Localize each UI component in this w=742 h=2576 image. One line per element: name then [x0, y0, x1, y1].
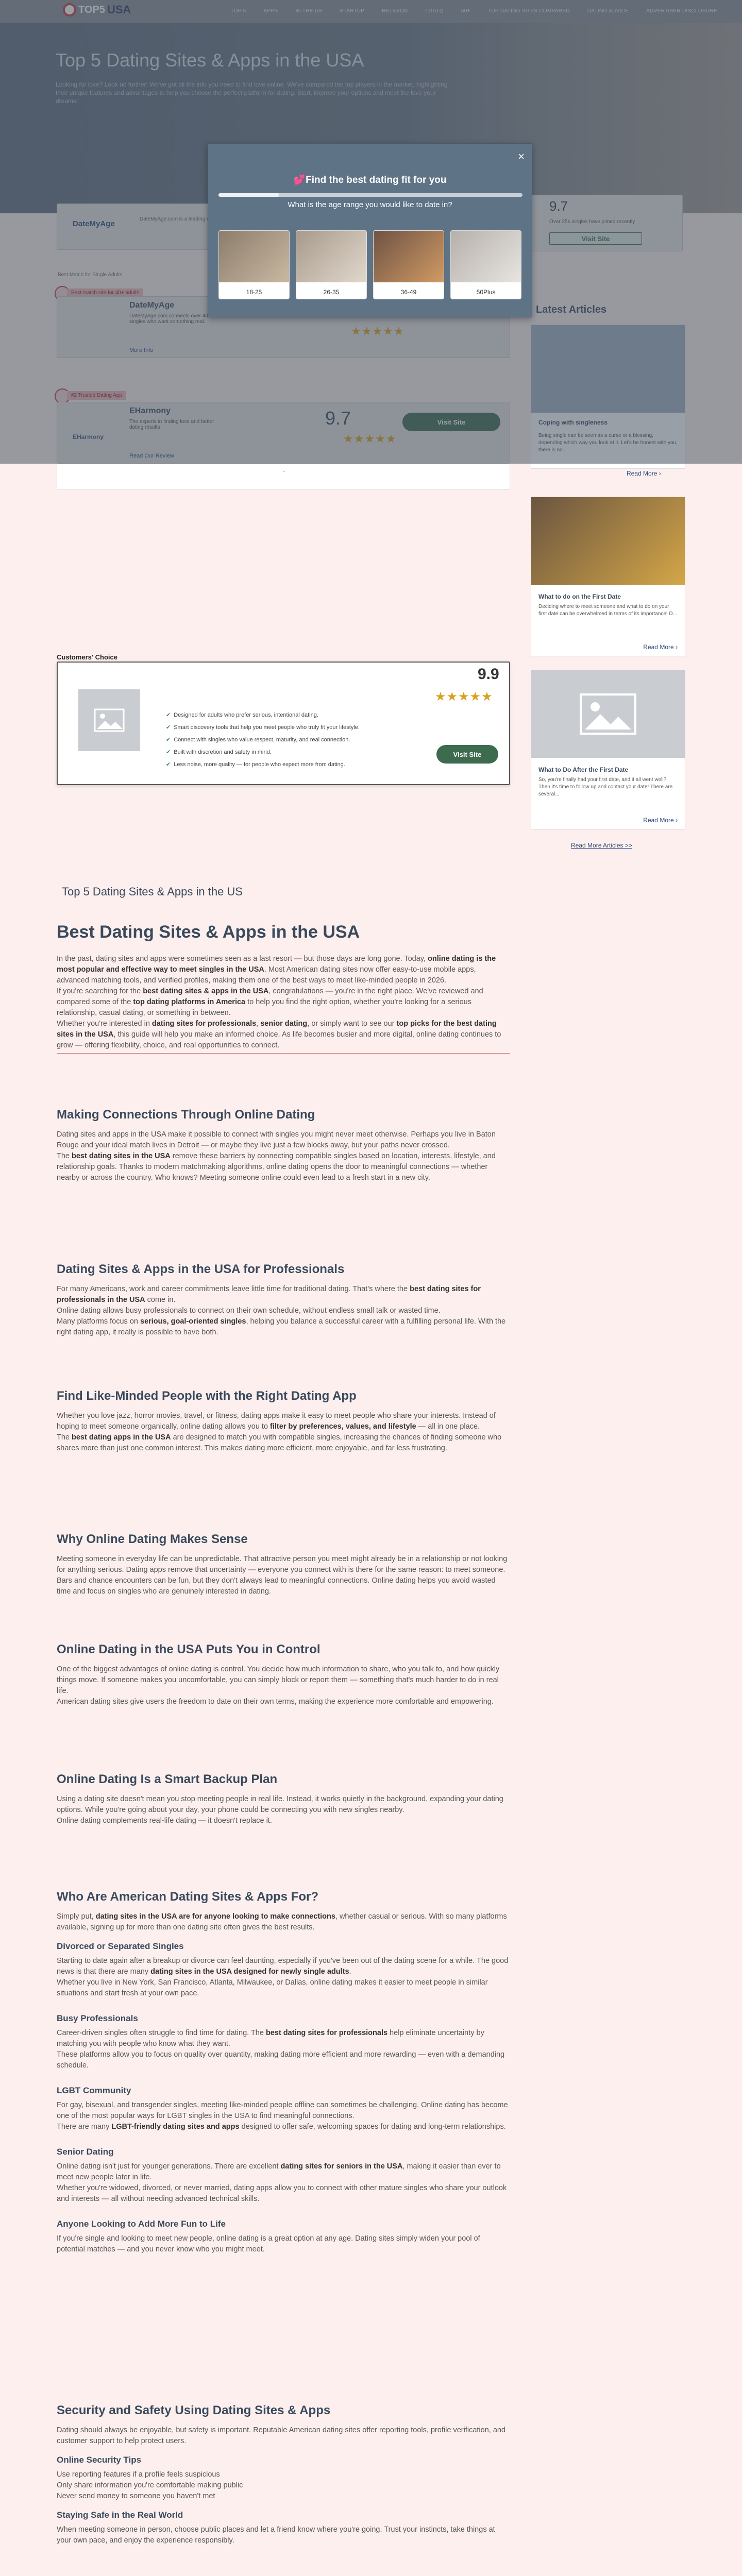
read-more-link[interactable]: Read More › [643, 817, 678, 824]
read-more-link[interactable]: Read More › [627, 470, 661, 477]
age-options [218, 230, 521, 299]
check-icon: ✔ [166, 749, 171, 755]
customers-choice-heading: Customers' Choice [57, 653, 117, 661]
article-card[interactable] [531, 497, 685, 656]
article-section [57, 1532, 510, 1597]
article-image [531, 497, 685, 585]
intro-paragraph: If you're searching for the best dating sites & apps in the USA, congratulations — you're in the right place. We've reviewed and compared some of the top dating platforms in America to help you find the right option, whether you're looking for a serious relationship, casual dating, or something in between. [57, 987, 483, 1017]
quiz-progress-bar [218, 193, 522, 197]
intro-paragraph: In the past, dating sites and apps were sometimes seen as a last resort — but those days are long gone. Today, online dating is the most popular and effective way to meet singles in the USA. Most American dating sites now offer easy-to-use mobile apps, advanced matching tools, and verified profiles, making them one of the best ways to meet like-minded people in 2026. [57, 955, 496, 985]
article-title: What to Do After the First Date [538, 766, 629, 773]
article-title: Best Dating Sites & Apps in the USA [57, 922, 360, 942]
section-paragraph: When meeting someone in person, choose public places and let a friend know where you're going. Trust your instincts, take things at your own pace, and enjoy the experience responsibly. [57, 2526, 495, 2545]
divider [57, 1053, 510, 1054]
article-excerpt: Deciding where to meet someone and what to do on your first date can be overwhelmed in terms of its importance! D... [538, 604, 677, 617]
subsection-heading: Anyone Looking to Add More Fun to Life [57, 2219, 226, 2229]
article-section [57, 2403, 510, 2546]
section-paragraph: Online dating allows busy professionals to connect on their own schedule, without endless small talk or wasted time. [57, 1307, 441, 1315]
age-option-label: 26-35 [323, 289, 340, 296]
feature-item: ✔ Connect with singles who value respect, maturity, and real connection. [166, 737, 350, 743]
check-icon: ✔ [166, 712, 171, 718]
section-paragraph: Online dating isn't just for younger generations. There are excellent dating sites for seniors in the USA, making it easier than ever to meet new people later in life. [57, 2162, 501, 2181]
section-paragraph: Only share information you're comfortable making public [57, 2481, 243, 2489]
section-heading: Why Online Dating Makes Sense [57, 1532, 248, 1546]
image-placeholder-icon [78, 689, 140, 751]
modal-title: 💕Find the best dating fit for you [293, 175, 447, 185]
subsection-heading: Busy Professionals [57, 2013, 138, 2023]
couple-photo [451, 231, 521, 282]
feature-item: ✔ Less noise, more quality — for people who expect more from dating. [166, 761, 345, 768]
section-paragraph: For gay, bisexual, and transgender singles, meeting like-minded people offline can sometimes be challenging. Online dating has become one of the most popular ways for LGBT singles in the USA to find meaningful connections. [57, 2101, 508, 2120]
check-icon: ✔ [166, 737, 171, 743]
age-option-label: 50Plus [476, 289, 496, 296]
section-paragraph: Using a dating site doesn't mean you stop meeting people in real life. Instead, it works quietly in the background, expanding your dating options. While you're going about your day, your phone could be connecting you with new singles nearby. [57, 1795, 503, 1814]
section-paragraph: Whether you're widowed, divorced, or never married, dating apps allow you to connect with other mature singles who share your outlook and interests — all without needing advanced technical skills. [57, 2184, 507, 2203]
section-paragraph: One of the biggest advantages of online dating is control. You decide how much information to share, who you talk to, and how quickly things move. If someone makes you uncomfortable, you can simply block or report them — something that's much harder to do in real life. [57, 1665, 500, 1695]
age-option-36-49[interactable] [373, 230, 444, 299]
article-card[interactable] [531, 670, 685, 829]
subsection-heading: Senior Dating [57, 2147, 114, 2157]
list-footer [57, 464, 510, 489]
check-icon: ✔ [166, 724, 171, 731]
choice-score: 9.9 [478, 666, 499, 683]
section-paragraph: Whether you love jazz, horror movies, travel, or fitness, dating apps make it easy to meet people who share your interests. Instead of hoping to meet someone organically, online dating allows you to filter by preferences, values, and lifestyle — all in one place. [57, 1412, 496, 1431]
read-more-link[interactable]: Read More › [643, 643, 678, 651]
section-paragraph: For many Americans, work and career commitments leave little time for traditional dating. That's where the best dating sites for professionals in the USA come in. [57, 1285, 481, 1304]
age-option-label: 36-49 [400, 289, 417, 296]
section-heading: Online Dating in the USA Puts You in Control [57, 1642, 321, 1656]
section-paragraph: Dating should always be enjoyable, but safety is important. Reputable American dating sites offer reporting tools, profile verification, and customer support to help protect users. [57, 2426, 506, 2445]
section-paragraph: If you're single and looking to meet new people, online dating is a great option at any age. Dating sites simply widen your pool of potential matches — and you never know who you might meet. [57, 2234, 480, 2253]
age-option-label: 18-25 [246, 289, 262, 296]
section-heading: Find Like-Minded People with the Right Dating App [57, 1389, 357, 1403]
customers-choice-card [57, 662, 510, 785]
article-section [57, 1890, 510, 2255]
read-more-articles-link[interactable]: Read More Articles >> [571, 842, 632, 849]
article-section [57, 1389, 510, 1454]
section-heading: Dating Sites & Apps in the USA for Professionals [57, 1262, 345, 1276]
age-option-18-25[interactable] [218, 230, 290, 299]
feature-item: ✔ Smart discovery tools that help you meet people who truly fit your lifestyle. [166, 724, 360, 731]
progress-fill [218, 193, 279, 197]
couple-photo [374, 231, 444, 282]
subsection-heading: LGBT Community [57, 2086, 131, 2095]
feature-item: ✔ Built with discretion and safety in mind. [166, 749, 272, 755]
section-paragraph: Meeting someone in everyday life can be unpredictable. That attractive person you meet might already be in a relationship or not looking for anything serious. Dating apps remove that uncertainty — everyone you connect with is there for the same reason: to meet someone. [57, 1555, 508, 1574]
article-excerpt: So, you're finally had your first date, and it all went well? Then it's time to follow up and contact your date! There are several... [538, 777, 673, 797]
section-paragraph: Dating sites and apps in the USA make it possible to connect with singles you might never meet otherwise. Perhaps you live in Baton Rouge and your ideal match lives in Detroit — or maybe they live just a few blocks away, but your paths never crossed. [57, 1130, 496, 1149]
section-paragraph: There are many LGBT-friendly dating sites and apps designed to offer safe, welcoming spaces for dating and long-term relationships. [57, 2123, 506, 2131]
feature-item: ✔ Designed for adults who prefer serious, intentional dating. [166, 712, 318, 718]
section-paragraph: These platforms allow you to focus on quality over quantity, making dating more efficient and more rewarding — even with a demanding schedule. [57, 2050, 505, 2070]
article-section [57, 1262, 510, 1338]
section-heading: Who Are American Dating Sites & Apps For? [57, 1890, 319, 1904]
section-paragraph: Never send money to someone you haven't met [57, 2492, 215, 2500]
section-heading: Online Dating Is a Smart Backup Plan [57, 1772, 278, 1786]
intro-paragraph: Whether you're interested in dating sites for professionals, senior dating, or simply want to see our top picks for the best dating sites in the USA, this guide will help you make an informed choice. As life becomes busier and more digital, online dating continues to grow — offering flexibility, choice, and real opportunities to connect. [57, 1020, 501, 1049]
section-paragraph: Simply put, dating sites in the USA are for anyone looking to make connections, whether casual or serious. With so many platforms available, signing up for more than one dating site often gives the best results. [57, 1912, 507, 1931]
section-heading: Security and Safety Using Dating Sites & Apps [57, 2403, 331, 2417]
close-icon[interactable]: × [518, 150, 525, 163]
visit-site-button[interactable]: Visit Site [436, 745, 498, 764]
section-paragraph: Whether you live in New York, San Francisco, Atlanta, Milwaukee, or Dallas, online dating makes it easier to meet people in similar situations and start fresh at your own pace. [57, 1978, 488, 1997]
section-paragraph: American dating sites give users the freedom to date on their own terms, making the experience more comfortable and empowering. [57, 1698, 494, 1706]
feature-list [166, 709, 360, 771]
section-paragraph: The best dating apps in the USA are designed to match you with compatible singles, increasing the chances of finding someone who shares more than just one common interest. This makes dating more efficient, more enjoyable, and far less frustrating. [57, 1433, 502, 1452]
subsection-heading: Online Security Tips [57, 2455, 142, 2465]
article-section [57, 1108, 510, 1183]
star-rating-icon: ★★★★★ [435, 690, 493, 704]
section-paragraph: Online dating complements real-life dating — it doesn't replace it. [57, 1817, 272, 1825]
age-option-26-35[interactable] [296, 230, 367, 299]
quiz-question: What is the age range you would like to date in? [288, 200, 452, 209]
section-paragraph: The best dating sites in the USA remove these barriers by connecting compatible singles based on location, interests, lifestyle, and relationship goals. Thanks to modern matchmaking algorithms, online dating opens the door to meaningful connections — whether nearby or across the country. Who knows? Meeting someone online could even lead to a fresh start in a new city. [57, 1152, 496, 1182]
section-paragraph: Career-driven singles often struggle to find time for dating. The best dating sites for professionals help eliminate uncertainty by matching you with people who know what they want. [57, 2029, 484, 2048]
couple-photo [219, 231, 289, 282]
subsection-heading: Divorced or Separated Singles [57, 1941, 184, 1951]
subsection-heading: Staying Safe in the Real World [57, 2510, 183, 2520]
age-quiz-modal [208, 143, 532, 317]
section-paragraph: Use reporting features if a profile feels suspicious [57, 2470, 220, 2479]
age-option-50plus[interactable] [450, 230, 521, 299]
image-placeholder-icon [531, 670, 685, 758]
article-section [57, 1772, 510, 1826]
section-paragraph: Bars and chance encounters can be fun, but they don't always lead to meaningful connections. Online dating helps you avoid wasted time and focus on singles who are genuinely interested in dating. [57, 1577, 496, 1596]
breadcrumb [57, 885, 510, 899]
couple-photo [296, 231, 366, 282]
article-title: What to do on the First Date [538, 593, 621, 600]
section-paragraph: Many platforms focus on serious, goal-oriented singles, helping you balance a successful career with a fulfilling personal life. With the right dating app, it really is possible to have both. [57, 1317, 506, 1336]
section-paragraph: Starting to date again after a breakup or divorce can feel daunting, especially if you've been out of the dating scene for a while. The good news is that there are many dating sites in the USA designed for newly single adults. [57, 1957, 509, 1976]
chevron-down-icon[interactable]: ⌄ [282, 468, 286, 473]
check-icon: ✔ [166, 761, 171, 768]
article-section [57, 1642, 510, 1707]
article-intro [57, 922, 510, 1054]
section-heading: Making Connections Through Online Dating [57, 1108, 315, 1122]
article-breadcrumb: Top 5 Dating Sites & Apps in the US [62, 885, 243, 898]
